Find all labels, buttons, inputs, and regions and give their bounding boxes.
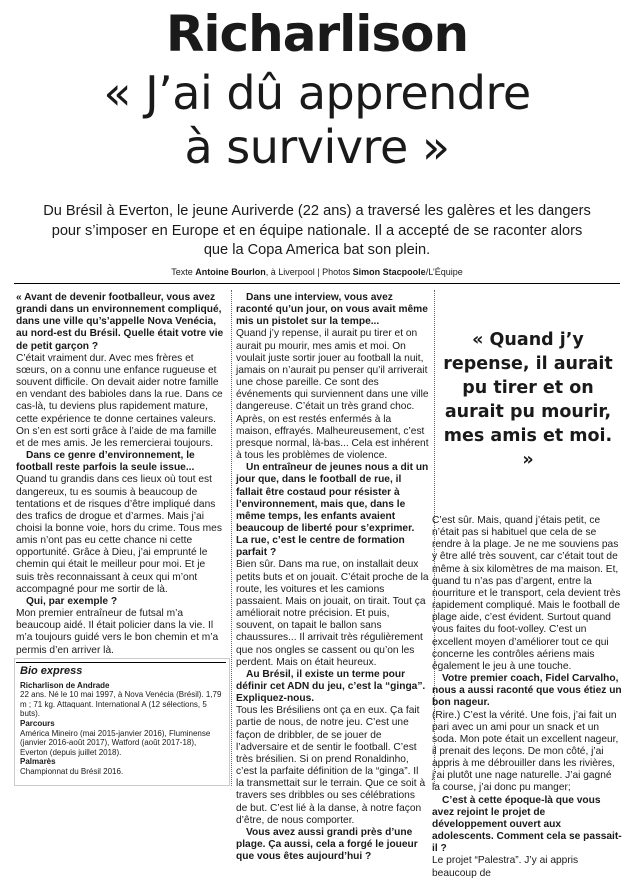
bio-name: Richarlison de Andrade [20, 680, 110, 690]
credits-photographer: Simon Stacpoole [352, 267, 426, 277]
credits-location: , à Liverpool | Photos [265, 267, 353, 277]
column-separator [231, 290, 232, 786]
question-paragraph: C’est à cette époque-là que vous avez rejoint le projet de développement ouvert aux adolescents. Comment cela se passait-il ? [432, 794, 622, 855]
question-paragraph: Un entraîneur de jeunes nous a dit un jour que, dans le football de rue, il fallait être costaud pour résister à l’environnement, mais que, dans le même temps, les enfants avaient beaucoup de liberté pour s’exprimer. La rue, c’est le centre de formation parfait ? [236, 462, 429, 559]
headline-quote-line2: à survivre » [184, 120, 450, 174]
bio-express [16, 662, 226, 780]
answer-paragraph: Bien sûr. Dans ma rue, on installait deux petits buts et on jouait. C’était proche de la route, les voitures et les camions passaient. Mais on jouait, on tirait. Tout ça améliorait notre précision. Et puis, souvent, on tapait le ballon sans chaussures... Il arrivait très régulièrement que nos ongles se cassent ou qu’on les perdent. Mais on était heureux. [236, 559, 429, 668]
headline-quote [0, 66, 634, 174]
standfirst: Du Brésil à Everton, le jeune Auriverde (22 ans) a traversé les galères et les dangers pour s’imposer en Europe et en équipe nationale. Il a accepté de se raconter alors que la Copa America bat son plein. [43, 203, 591, 258]
answer-paragraph: C’était vraiment dur. Avec mes frères et sœurs, on a connu une enfance rugueuse et souvent difficile. On devait aider notre famille en vendant des babioles dans la rue. Dans ce cas-là, tu deviens plus rapidement mature, cette expérience te donne certaines valeurs. On s’en est sorti grâce à l’aide de ma famille et de mes amis. Je les remercierai toujours. [16, 352, 223, 449]
credits [0, 267, 634, 277]
question-paragraph: Votre premier coach, Fidel Carvalho, nous a aussi raconté que vous étiez un bon nageur. [432, 673, 622, 709]
answer-paragraph: Mon premier entraîneur de futsal m’a beaucoup aidé. Il était policier dans la vie. Il m’a toujours guidé vers le bon chemin et m’a permis d’en arriver là. [16, 608, 219, 656]
article-column-3 [432, 515, 622, 879]
question-paragraph: Qui, par exemple ? [26, 595, 118, 607]
bio-palmares: Championnat du Brésil 2016. [20, 766, 124, 776]
bio-parcours: América Mineiro (mai 2015-janvier 2016), Fluminense (janvier 2016-août 2017), Watford (août 2017-18), Everton (depuis juillet 2018). [20, 728, 211, 757]
article-column-2 [236, 292, 429, 863]
pull-quote: « Quand j’y repense, il aurait pu tirer et on aurait pu mourir, mes amis et moi. » [443, 330, 613, 470]
credits-prefix: Texte [171, 267, 196, 277]
question-paragraph: Au Brésil, il existe un terme pour définir cet ADN du jeu, c’est la “ginga”. Expliquez-nous. [236, 668, 426, 705]
question-paragraph: Dans ce genre d’environnement, le football reste parfois la seule issue... [16, 450, 195, 474]
answer-paragraph: C’est sûr. Mais, quand j’étais petit, ce n’était pas si habituel que cela de se rendre à la plage. Je ne me souviens pas y être allé très souvent, car c’était tout de même à six kilomètres de ma maison. Et, quand tu n’as pas d’argent, entre la nourriture et le transport, cela devient très rapidement compliqué. Mais le football de plage aide, c’est évident. Surtout quand vous faites du foot-volley. C’est un excellent moyen d’améliorer tout ce qui concerne les contrôles aériens mais également le jeu à une touche. [432, 515, 621, 672]
page-title: Richarlison [165, 5, 469, 63]
article-column-1 [16, 292, 226, 656]
question-paragraph: Dans une interview, vous avez raconté qu’un jour, on vous avait même mis un pistolet sur la tempe... [236, 292, 428, 328]
bio-palmares-label: Palmarès [20, 757, 56, 767]
bio-heading: Bio express [20, 665, 83, 677]
answer-paragraph: Le projet “Palestra”. J’y ai appris beaucoup de [432, 855, 579, 879]
bio-parcours-label: Parcours [20, 718, 55, 728]
answer-paragraph: (Rire.) C’est la vérité. Une fois, j’ai fait un pari avec un ami pour un snack et un soda. Mon pote était un excellent nageur, il prenait des leçons. De mon côté, j’ai appris à me débrouiller dans les rivières, j’ai plutôt une nage naturelle. J’ai gagné la course, j’ai donc pu manger; [432, 709, 619, 794]
answer-paragraph: Quand j’y repense, il aurait pu tirer et on aurait pu mourir, mes amis et moi. On voulait juste sortir jouer au football la nuit, jamais on n’aurait pu penser qu’il arriverait une chose pareille. Ce sont des événements qui surviennent dans une ville dangereuse. C’était un très grand choc. Après, on est restés enfermés à la maison, effrayés. Malheureusement, c’est presque normal, là-bas... Cela est inhérent à tous les problèmes de violence. [236, 328, 429, 462]
credits-author: Antoine Bourlon [195, 267, 266, 277]
credits-agency: /L’Équipe [425, 267, 463, 277]
answer-paragraph: Quand tu grandis dans ces lieux où tout est dangereux, tu es soumis à beaucoup de tentations et de risques d’être impliqué dans des trafics de drogue et d’armes. Mais j’ai choisi la bonne voie, hors du crime. Tous mes amis n’ont pas eu cette chance ni cette opportunité. Grâce à Dieu, j’ai emprunté le chemin qui était le meilleur pour moi. Et je suis très reconnaissant à ceux qui m’ont accompagné pour me sortir de là. [16, 474, 222, 595]
bio-details: 22 ans. Né le 10 mai 1997, à Nova Venécia (Brésil). 1,79 m ; 71 kg. Attaquant. International A (12 sélections, 5 buts). [20, 690, 222, 719]
headline-quote-line1: « J’ai dû apprendre [103, 66, 531, 120]
answer-paragraph: Tous les Brésiliens ont ça en eux. Ça fait partie de nous, de notre jeu. C’est une façon de dribbler, de se jouer de l’adversaire et de sentir le football. C’est très brésilien. Si on prend Ronaldinho, c’est la parfaite définition de la “ginga”. Il la transmettait sur le terrain. Que ce soit à travers ses dribbles ou ses célébrations de but. C’est lié à la danse, à notre façon d’être, de nous comporter. [236, 705, 426, 826]
question-paragraph: Vous avez aussi grandi près d’une plage. Ça aussi, cela a forgé le joueur que vous êtes aujourd’hui ? [236, 826, 418, 863]
question-paragraph: « Avant de devenir footballeur, vous avez grandi dans un environnement compliqué, dans une ville qu’s’appelle Nova Venécia, au nord-est du Brésil. Quelle était votre vie de petit garçon ? [16, 292, 224, 352]
header-rule [14, 283, 620, 284]
